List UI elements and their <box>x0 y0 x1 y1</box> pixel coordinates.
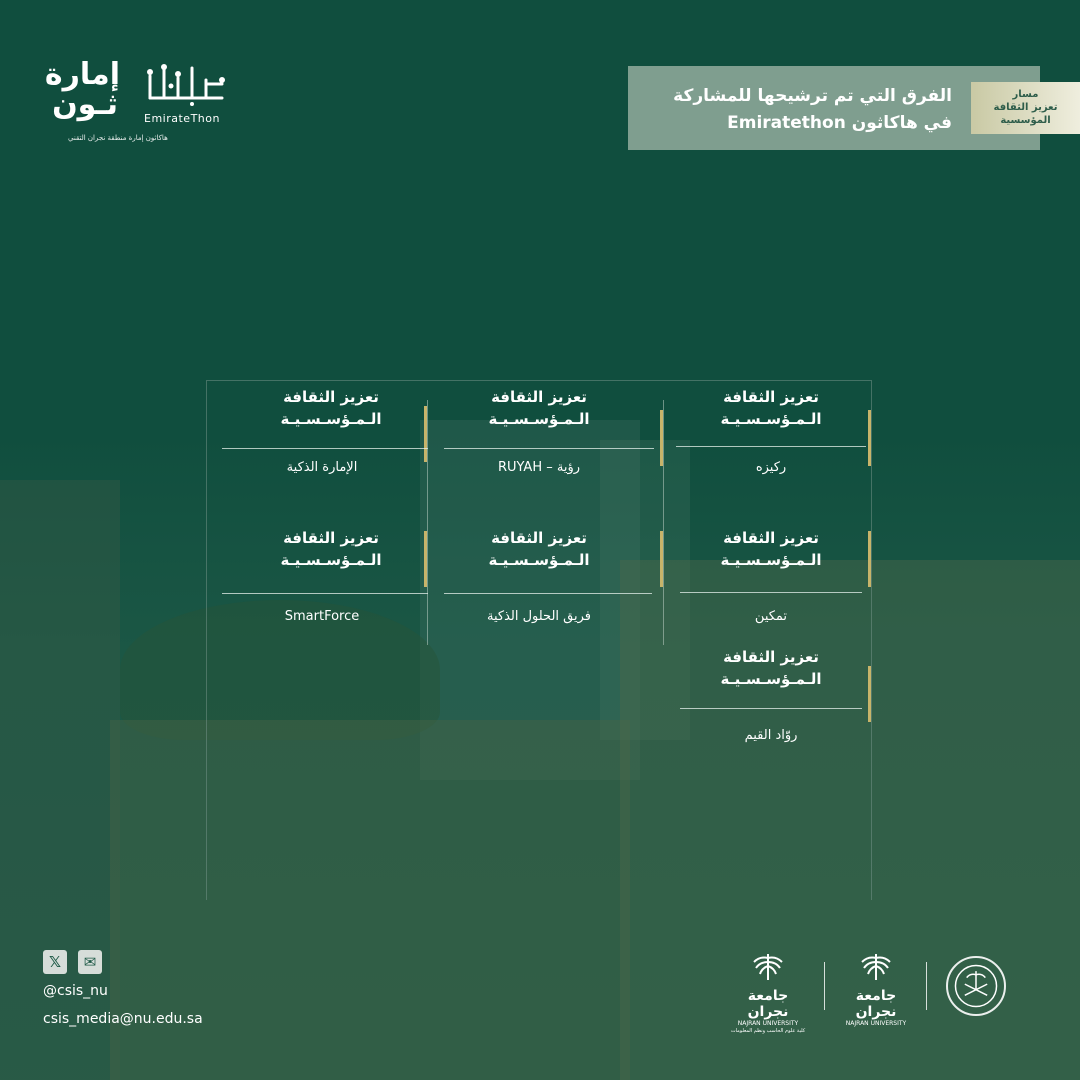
team-category-line2: الـمـؤسـسـيـة <box>488 551 590 569</box>
accent-bar <box>660 410 663 466</box>
accent-bar <box>424 531 427 587</box>
team-category-line2: الـمـؤسـسـيـة <box>280 410 382 428</box>
partner-divider <box>926 962 927 1010</box>
team-name: SmartForce <box>284 609 360 624</box>
najran-university-logo <box>836 950 916 1028</box>
accent-bar <box>868 666 871 722</box>
team-category-line2: الـمـؤسـسـيـة <box>488 410 590 428</box>
team-category <box>444 527 634 583</box>
team-category <box>676 646 866 702</box>
page-title: الفرق التي تم ترشيحها للمشاركة <box>673 86 952 106</box>
team-category-line2: الـمـؤسـسـيـة <box>720 551 822 569</box>
column-divider <box>427 400 428 645</box>
logo-arabic-line1: إمارة <box>44 57 120 92</box>
track-badge-line1: مسار <box>1012 89 1039 100</box>
team-name: ركيزه <box>755 460 787 475</box>
track-badge <box>971 82 1080 134</box>
team-rule <box>444 448 654 449</box>
partner-name: جامعة نجران <box>855 988 897 1020</box>
team-name: الإمارة الذكية <box>286 460 358 475</box>
team-category <box>236 527 426 583</box>
team-category-line2: الـمـؤسـسـيـة <box>720 670 822 688</box>
accent-bar <box>868 410 871 466</box>
team-category <box>236 386 426 442</box>
emiratethon-logo <box>44 57 240 150</box>
team-category-line1: تعزيز الثقافة <box>723 388 819 406</box>
logo-english: EmirateThon <box>144 112 220 125</box>
team-name: روّاد القيم <box>744 728 798 743</box>
partner-name: جامعة نجران <box>747 988 789 1020</box>
team-category <box>676 386 866 442</box>
team-category-line1: تعزيز الثقافة <box>723 529 819 547</box>
track-badge-line3: المؤسسية <box>1000 115 1051 126</box>
palm-emblem-icon <box>856 950 896 984</box>
team-rule <box>444 593 652 594</box>
teams-frame <box>206 380 872 900</box>
team-category-line2: الـمـؤسـسـيـة <box>280 551 382 569</box>
team-rule <box>222 448 428 449</box>
accent-bar <box>660 531 663 587</box>
team-rule <box>680 708 862 709</box>
circuit-logo-icon <box>144 64 228 106</box>
partner-divider <box>824 962 825 1010</box>
accent-bar <box>424 406 427 462</box>
team-name: رؤية – RUYAH <box>497 460 581 475</box>
team-category-line1: تعزيز الثقافة <box>283 529 379 547</box>
social-handle[interactable]: @csis_nu <box>43 983 108 999</box>
team-category-line2: الـمـؤسـسـيـة <box>720 410 822 428</box>
logo-arabic-line2: ثـون <box>52 87 118 122</box>
contact-email[interactable]: csis_media@nu.edu.sa <box>43 1011 203 1027</box>
track-badge-line2: تعزيز الثقافة <box>993 102 1058 113</box>
x-twitter-icon[interactable]: 𝕏 <box>43 950 67 974</box>
team-rule <box>680 592 862 593</box>
team-category-line1: تعزيز الثقافة <box>723 648 819 666</box>
partner-name-en: NAJRAN UNIVERSITY <box>737 1020 799 1027</box>
palm-emblem-icon <box>748 950 788 984</box>
najran-university-ccsis-logo <box>728 950 808 1035</box>
team-category-line1: تعزيز الثقافة <box>283 388 379 406</box>
team-category-line1: تعزيز الثقافة <box>491 529 587 547</box>
team-name: تمكين <box>754 609 788 624</box>
team-category <box>676 527 866 583</box>
logo-tagline: هاكاثون إمارة منطقة نجران التقني <box>68 134 168 142</box>
page-subtitle: في هاكاثون Emiratethon <box>727 113 952 133</box>
emirate-seal-icon <box>946 956 1006 1016</box>
team-name: فريق الحلول الذكية <box>486 609 592 624</box>
column-divider <box>663 400 664 645</box>
partner-name-en: NAJRAN UNIVERSITY <box>845 1020 907 1027</box>
partner-college: كلية علوم الحاسب ونظم المعلومات <box>730 1028 806 1034</box>
team-category-line1: تعزيز الثقافة <box>491 388 587 406</box>
mail-icon[interactable]: ✉ <box>78 950 102 974</box>
team-rule <box>222 593 428 594</box>
accent-bar <box>868 531 871 587</box>
team-category <box>444 386 634 442</box>
team-rule <box>676 446 866 447</box>
